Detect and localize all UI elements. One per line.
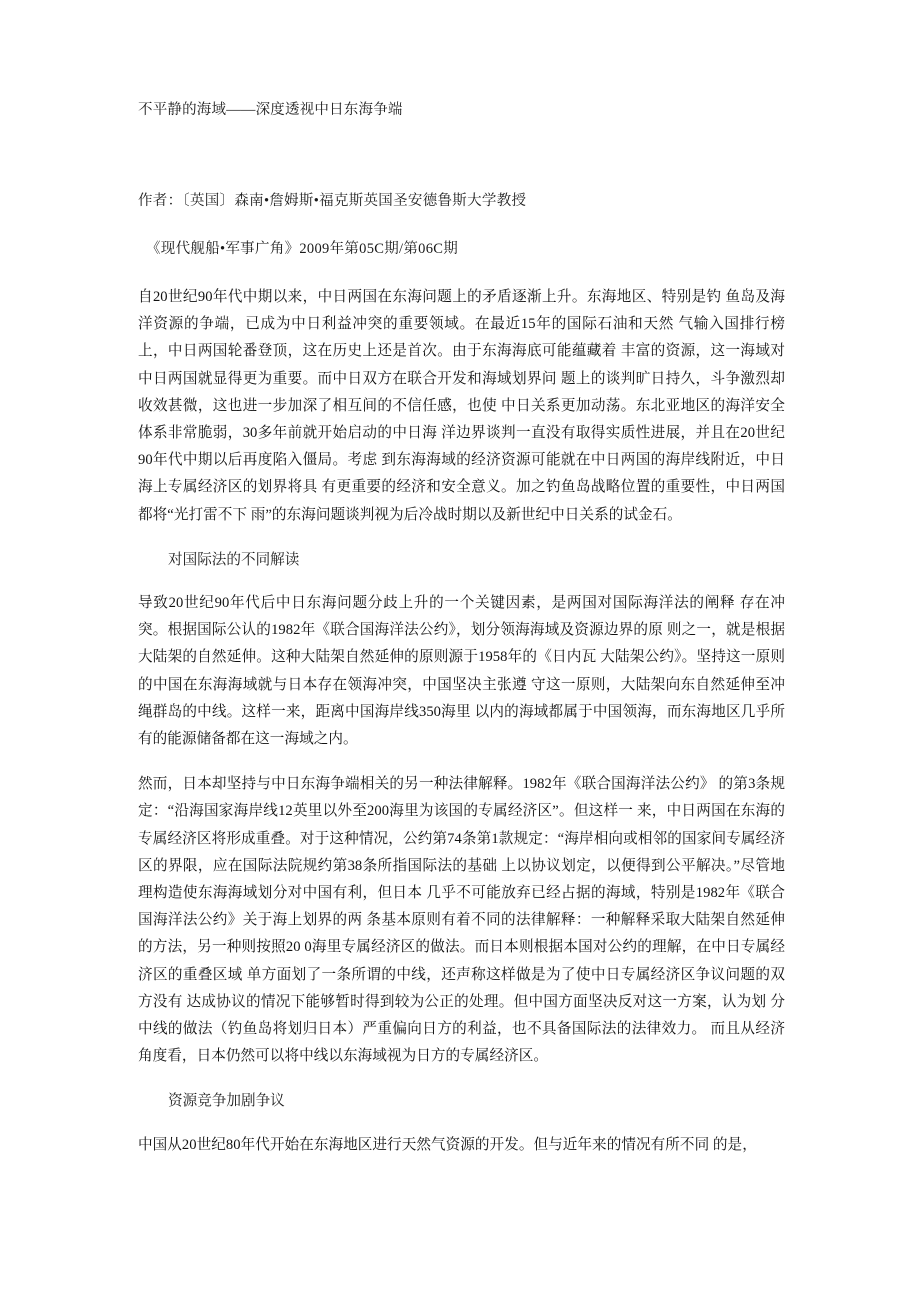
document-title: 不平静的海域——深度透视中日东海争端 [138,102,403,118]
journal-citation: 《现代舰船•军事广角》2009年第05C期/第06C期 [146,241,459,257]
author-byline: 作者：〔英国〕森南•詹姆斯•福克斯英国圣安德鲁斯大学教授 [138,193,527,209]
title-spacer [138,120,785,190]
paragraph-law-1: 导致20世纪90年代后中日东海问题分歧上升的一个关键因素，是两国对国际海洋法的阐释 存在冲突。根据国际公认的1982年《联合国海洋法公约》，划分领海海域及资源边界的原 则之一，就是根据大陆架的自然延伸。这种大陆架自然延伸的原则源于1958年的《日内瓦 大陆架公约》。坚持这一原则的中国在东海海域就与日本存在领海冲突，中国坚决主张遵 守这一原则，大陆架向东自然延伸至冲绳群岛的中线。这样一来，距离中国海岸线350海里 以内的海域都属于中国领海，而东海地区几乎所有的能源储备都在这一海域之内。 [138,595,785,748]
section-heading-resource-competition: 资源竞争加剧争议 [168,1093,285,1110]
paragraph-law-2: 然而，日本却坚持与中日东海争端相关的另一种法律解释。1982年《联合国海洋法公约》 的第3条规定：“沿海国家海岸线12英里以外至200海里为该国的专属经济区”。但这样一 来，中日两国在东海的专属经济区将形成重叠。对于这种情况，公约第74条第1款规定：“海岸相向或相邻的国家间专属经济区的界限，应在国际法院规约第38条所指国际法的基础 上以协议划定，以便得到公平解决。”尽管地理构造使东海海域划分对中国有利，但日本 几乎不可能放弃已经占据的海域，特别是1982年《联合国海洋法公约》关于海上划界的两 条基本原则有着不同的法律解释：一种解释采取大陆架自然延伸的方法，另一种则按照20 0海里专属经济区的做法。而日本则根据本国对公约的理解，在中日专属经济区的重叠区域 单方面划了一条所谓的中线，还声称这样做是为了使中日专属经济区争议问题的双方没有 达成协议的情况下能够暂时得到较为公正的处理。但中国方面坚决反对这一方案，认为划 分中线的做法（钓鱼岛将划归日本）严重偏向日方的利益，也不具备国际法的法律效力。 而且从经济角度看，日本仍然可以将中线以东海域视为日方的专属经济区。 [138,776,785,1065]
section-heading-international-law: 对国际法的不同解读 [168,551,300,568]
paragraph-intro: 自20世纪90年代中期以来，中日两国在东海问题上的矛盾逐渐上升。东海地区、特别是钓 鱼岛及海洋资源的争端，已成为中日利益冲突的重要领域。在最近15年的国际石油和天然 气输入国排行榜上，中日两国轮番登顶，这在历史上还是首次。由于东海海底可能蕴藏着 丰富的资源，这一海域对中日两国就显得更为重要。而中日双方在联合开发和海域划界问 题上的谈判旷日持久，斗争激烈却收效甚微，这也进一步加深了相互间的不信任感，也使 中日关系更加动荡。东北亚地区的海洋安全体系非常脆弱，30多年前就开始启动的中日海 洋边界谈判一直没有取得实质性进展，并且在20世纪90年代中期以后再度陷入僵局。考虑 到东海海域的经济资源可能就在中日两国的海岸线附近，中日海上专属经济区的划界将具 有更重要的经济和安全意义。加之钓鱼岛战略位置的重要性，中日两国都将“光打雷不下 雨”的东海问题谈判视为后冷战时期以及新世纪中日关系的试金石。 [138,289,785,523]
paragraph-resource-1: 中国从20世纪80年代开始在东海地区进行天然气资源的开发。但与近年来的情况有所不同 的是， [138,1136,757,1153]
